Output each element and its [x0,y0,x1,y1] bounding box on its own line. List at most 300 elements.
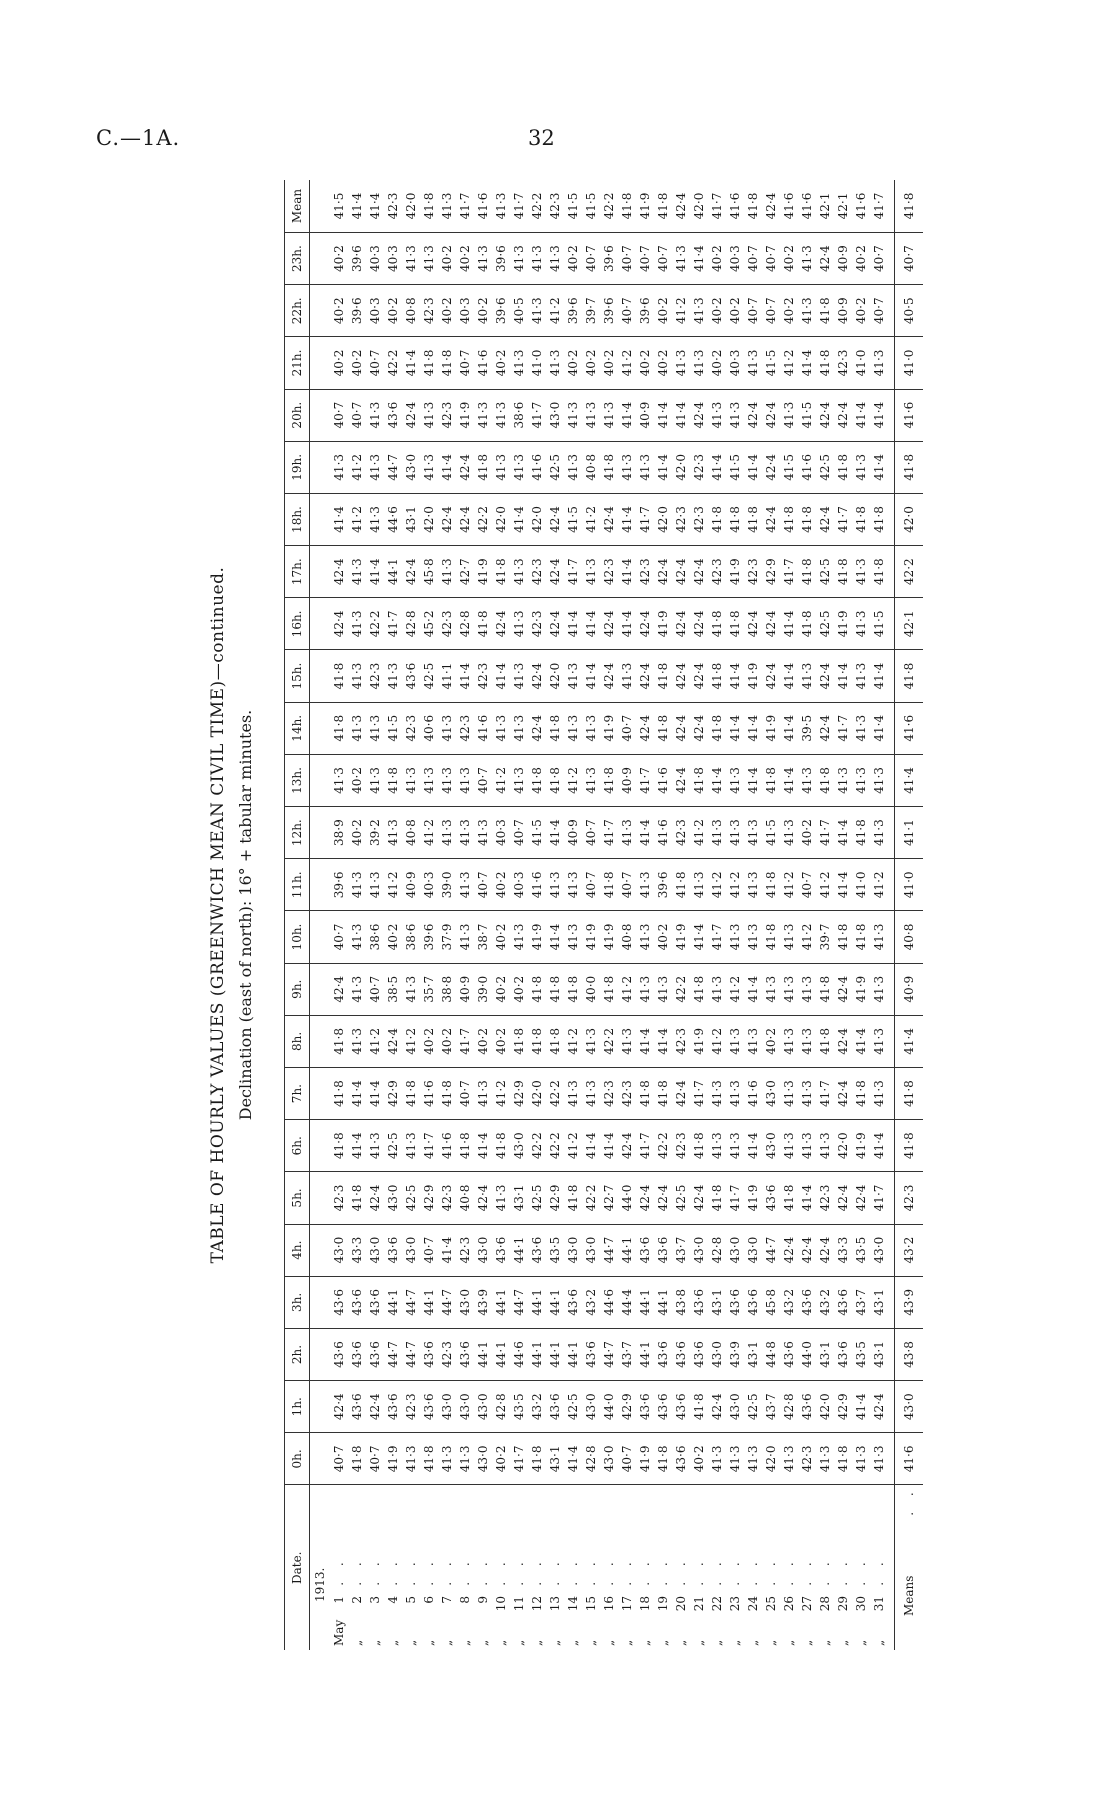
leader-dots: . . [332,1556,346,1586]
value-cell: 43·0 [564,1224,582,1276]
value-cell: 44·7 [402,1276,420,1328]
value-cell: 43·0 [402,1224,420,1276]
value-cell: 43·6 [366,1276,384,1328]
empty-cell [310,650,331,702]
value-cell: 41·3 [366,754,384,806]
value-cell: 43·6 [420,1328,438,1380]
value-cell: 41·9 [636,1433,654,1485]
value-cell: 41·3 [366,859,384,911]
value-cell: 41·8 [474,441,492,493]
value-cell: 44·7 [600,1224,618,1276]
value-cell: 44·1 [492,1328,510,1380]
value-cell: 42·4 [672,754,690,806]
hourly-values-table [284,180,923,1650]
ditto-mark: „ [566,1639,580,1646]
table-body [310,180,924,1650]
value-cell: 41·4 [492,650,510,702]
value-cell: 43·0 [582,1381,600,1433]
value-cell: 41·1 [438,650,456,702]
column-header: 0h. [285,1433,310,1485]
value-cell: 41·3 [564,702,582,754]
value-cell: 41·9 [834,598,852,650]
leader-dots: . . [422,1556,436,1586]
value-cell: 41·8 [816,1015,834,1067]
value-cell: 42·4 [816,1224,834,1276]
value-cell: 43·0 [330,1224,348,1276]
value-cell: 41·6 [474,337,492,389]
value-cell: 40·7 [762,233,780,285]
value-cell: 41·3 [564,1068,582,1120]
value-cell: 41·9 [474,546,492,598]
value-cell: 43·1 [816,1328,834,1380]
value-cell: 41·8 [438,1068,456,1120]
value-cell: 42·3 [438,1172,456,1224]
value-cell: 42·5 [384,1120,402,1172]
value-cell: 42·5 [816,546,834,598]
value-cell: 40·2 [330,337,348,389]
value-cell: 41·3 [816,1433,834,1485]
value-cell: 41·8 [852,807,870,859]
ditto-mark: „ [422,1639,436,1646]
value-cell: 42·4 [762,441,780,493]
value-cell: 41·3 [744,807,762,859]
value-cell: 41·2 [708,859,726,911]
value-cell: 41·3 [402,754,420,806]
value-cell: 43·6 [348,1328,366,1380]
value-cell: 43·2 [582,1276,600,1328]
value-cell: 43·0 [384,1172,402,1224]
value-cell: 40·2 [492,911,510,963]
value-cell: 41·6 [798,441,816,493]
value-cell: 42·4 [690,1172,708,1224]
value-cell: 41·3 [798,1068,816,1120]
table-row [852,180,870,1650]
value-cell: 41·8 [474,598,492,650]
date-cell [348,1485,366,1650]
date-column-header: Date. [285,1485,310,1650]
ditto-mark: „ [548,1639,562,1646]
value-cell: 44·6 [384,493,402,545]
mean-value-cell: 42·3 [895,1172,924,1224]
value-cell: 40·9 [618,754,636,806]
date-cell [762,1485,780,1650]
date-cell [708,1485,726,1650]
value-cell: 40·7 [618,859,636,911]
value-cell: 42·3 [834,337,852,389]
value-cell: 42·4 [708,1381,726,1433]
value-cell: 41·0 [528,337,546,389]
value-cell: 41·3 [708,389,726,441]
value-cell: 41·8 [330,1015,348,1067]
leader-dots: . . [656,1556,670,1586]
table-title-block [200,180,278,1650]
value-cell: 43·3 [834,1224,852,1276]
value-cell: 43·6 [402,650,420,702]
value-cell: 39·6 [654,859,672,911]
value-cell: 41·4 [870,650,895,702]
value-cell: 41·3 [564,650,582,702]
ditto-mark: „ [584,1639,598,1646]
value-cell: 44·1 [474,1328,492,1380]
value-cell: 43·6 [528,1224,546,1276]
value-cell: 41·5 [762,807,780,859]
value-cell: 42·3 [672,1120,690,1172]
value-cell: 43·6 [348,1276,366,1328]
value-cell: 41·8 [348,1433,366,1485]
value-cell: 41·3 [744,911,762,963]
value-cell: 38·7 [474,911,492,963]
value-cell: 43·5 [852,1224,870,1276]
value-cell: 40·2 [492,1015,510,1067]
value-cell: 42·4 [672,546,690,598]
value-cell: 40·8 [582,441,600,493]
value-cell: 41·7 [834,493,852,545]
table-row [564,180,582,1650]
value-cell: 41·4 [708,754,726,806]
value-cell: 41·3 [366,441,384,493]
value-cell: 43·0 [690,1224,708,1276]
value-cell: 41·8 [330,650,348,702]
value-cell: 44·1 [528,1328,546,1380]
value-cell: 40·9 [456,963,474,1015]
day-number: 12 [530,1596,544,1612]
value-cell: 42·5 [744,1381,762,1433]
value-cell: 41·3 [636,911,654,963]
value-cell: 41·5 [870,598,895,650]
value-cell: 41·3 [618,650,636,702]
value-cell: 41·3 [510,233,528,285]
value-cell: 42·3 [816,1172,834,1224]
empty-cell [310,1015,331,1067]
value-cell: 42·5 [420,650,438,702]
value-cell: 41·8 [834,546,852,598]
value-cell: 42·3 [402,702,420,754]
table-row [510,180,528,1650]
ditto-mark: „ [764,1639,778,1646]
value-cell: 41·5 [384,702,402,754]
value-cell: 43·6 [456,1328,474,1380]
value-cell: 40·7 [870,285,895,337]
value-cell: 43·0 [708,1328,726,1380]
value-cell: 43·6 [798,1276,816,1328]
value-cell: 41·4 [870,1120,895,1172]
ditto-mark: „ [692,1639,706,1646]
value-cell: 41·3 [564,911,582,963]
value-cell: 41·8 [510,1015,528,1067]
leader-dots: . . [836,1556,850,1586]
ditto-mark: „ [872,1639,886,1646]
day-number: 3 [368,1596,382,1604]
value-cell: 40·2 [330,233,348,285]
value-cell: 42·3 [618,1068,636,1120]
value-cell: 41·3 [546,233,564,285]
date-cell [618,1485,636,1650]
day-number: 21 [692,1596,706,1612]
value-cell: 41·3 [636,963,654,1015]
column-header: 16h. [285,598,310,650]
value-cell: 41·2 [492,754,510,806]
value-cell: 42·4 [672,650,690,702]
value-cell: 42·4 [816,493,834,545]
value-cell: 41·9 [672,911,690,963]
value-cell: 40·2 [726,285,744,337]
value-cell: 40·2 [456,233,474,285]
value-cell: 41·7 [708,911,726,963]
value-cell: 41·3 [492,1172,510,1224]
value-cell: 41·3 [348,702,366,754]
value-cell: 42·4 [672,702,690,754]
value-cell: 42·5 [546,441,564,493]
value-cell: 44·1 [384,1276,402,1328]
value-cell: 38·8 [438,963,456,1015]
value-cell: 43·0 [582,1224,600,1276]
value-cell: 41·9 [762,702,780,754]
value-cell: 41·3 [402,1120,420,1172]
value-cell: 42·8 [456,598,474,650]
value-cell: 40·9 [564,807,582,859]
value-cell: 42·4 [762,598,780,650]
value-cell: 42·4 [330,546,348,598]
value-cell: 40·3 [384,233,402,285]
value-cell: 41·8 [690,754,708,806]
value-cell: 42·3 [528,546,546,598]
value-cell: 43·0 [546,389,564,441]
leader-dots: . . [728,1556,742,1586]
value-cell: 44·8 [762,1328,780,1380]
table-row [744,180,762,1650]
value-cell: 41·3 [708,1120,726,1172]
value-cell: 41·8 [654,1068,672,1120]
row-mean-cell: 41·7 [456,180,474,233]
value-cell: 41·3 [492,702,510,754]
value-cell: 39·2 [366,807,384,859]
value-cell: 41·9 [852,963,870,1015]
value-cell: 41·3 [528,233,546,285]
value-cell: 41·3 [492,389,510,441]
row-mean-cell: 41·7 [708,180,726,233]
value-cell: 41·8 [708,650,726,702]
value-cell: 41·8 [600,963,618,1015]
row-mean-cell: 41·8 [618,180,636,233]
value-cell: 43·6 [654,1328,672,1380]
value-cell: 41·8 [798,493,816,545]
value-cell: 44·7 [438,1276,456,1328]
value-cell: 44·0 [600,1381,618,1433]
value-cell: 41·8 [402,1068,420,1120]
value-cell: 40·2 [654,337,672,389]
value-cell: 42·4 [834,963,852,1015]
value-cell: 41·3 [870,963,895,1015]
value-cell: 41·2 [780,337,798,389]
value-cell: 41·3 [420,441,438,493]
value-cell: 41·3 [672,233,690,285]
mean-value-cell: 42·0 [895,493,924,545]
value-cell: 39·6 [600,285,618,337]
mean-value-cell: 42·1 [895,598,924,650]
value-cell: 42·4 [456,493,474,545]
value-cell: 42·8 [582,1433,600,1485]
day-number: 30 [854,1596,868,1612]
value-cell: 43·2 [528,1381,546,1433]
leader-dots: . . [494,1556,508,1586]
value-cell: 42·3 [690,493,708,545]
value-cell: 42·4 [672,1068,690,1120]
value-cell: 43·1 [402,493,420,545]
day-number: 8 [458,1596,472,1604]
value-cell: 44·1 [420,1276,438,1328]
value-cell: 43·8 [672,1276,690,1328]
value-cell: 41·8 [636,1068,654,1120]
value-cell: 41·3 [600,389,618,441]
value-cell: 41·3 [708,963,726,1015]
value-cell: 41·7 [726,1172,744,1224]
value-cell: 41·4 [744,963,762,1015]
value-cell: 41·3 [474,233,492,285]
value-cell: 43·6 [384,389,402,441]
row-mean-cell: 41·8 [654,180,672,233]
value-cell: 41·7 [420,1120,438,1172]
value-cell: 41·9 [654,598,672,650]
value-cell: 41·8 [528,754,546,806]
date-cell [492,1485,510,1650]
value-cell: 41·4 [366,1068,384,1120]
table-header-row [285,180,310,1650]
value-cell: 41·4 [600,1120,618,1172]
value-cell: 41·8 [546,754,564,806]
date-cell [384,1485,402,1650]
value-cell: 44·1 [492,1276,510,1328]
date-cell [870,1485,895,1650]
value-cell: 41·3 [852,598,870,650]
table-row [420,180,438,1650]
date-cell [852,1485,870,1650]
value-cell: 44·1 [618,1224,636,1276]
value-cell: 42·4 [798,1224,816,1276]
value-cell: 41·4 [690,911,708,963]
day-number: 7 [440,1596,454,1604]
value-cell: 40·0 [582,963,600,1015]
means-label-cell [895,1485,924,1650]
ditto-mark: „ [854,1639,868,1646]
day-number: 24 [746,1596,760,1612]
value-cell: 41·3 [348,859,366,911]
value-cell: 40·2 [474,1015,492,1067]
value-cell: 41·4 [348,1120,366,1172]
row-mean-cell: 41·9 [636,180,654,233]
value-cell: 41·8 [834,1433,852,1485]
value-cell: 41·9 [744,1172,762,1224]
value-cell: 42·4 [600,598,618,650]
table-row [528,180,546,1650]
table-row [726,180,744,1650]
leader-dots: . . [548,1556,562,1586]
value-cell: 41·4 [564,598,582,650]
row-mean-cell: 41·6 [852,180,870,233]
value-cell: 41·4 [474,1120,492,1172]
ditto-mark: „ [368,1639,382,1646]
value-cell: 41·8 [870,493,895,545]
value-cell: 41·4 [618,546,636,598]
value-cell: 41·8 [600,754,618,806]
value-cell: 41·6 [744,1068,762,1120]
value-cell: 40·2 [636,337,654,389]
value-cell: 43·0 [402,441,420,493]
value-cell: 40·7 [474,859,492,911]
mean-value-cell: 43·8 [895,1328,924,1380]
leader-dots: . . [602,1556,616,1586]
value-cell: 43·0 [456,1276,474,1328]
leader-dots: . . [818,1556,832,1586]
year-row [310,180,331,1650]
date-cell [366,1485,384,1650]
value-cell: 40·7 [654,233,672,285]
value-cell: 41·8 [330,702,348,754]
empty-cell [310,754,331,806]
date-cell [330,1485,348,1650]
value-cell: 41·8 [762,911,780,963]
value-cell: 40·7 [348,389,366,441]
value-cell: 44·1 [528,1276,546,1328]
date-cell [654,1485,672,1650]
value-cell: 41·8 [654,1433,672,1485]
day-number: 2 [350,1596,364,1604]
table-row [600,180,618,1650]
value-cell: 42·5 [564,1381,582,1433]
value-cell: 42·4 [366,1172,384,1224]
value-cell: 43·1 [510,1172,528,1224]
date-cell [474,1485,492,1650]
value-cell: 42·3 [600,546,618,598]
ditto-mark: „ [836,1639,850,1646]
day-number: 1 [332,1596,346,1604]
value-cell: 42·0 [654,493,672,545]
value-cell: 42·4 [816,702,834,754]
value-cell: 41·6 [474,702,492,754]
value-cell: 41·8 [816,754,834,806]
value-cell: 40·2 [780,233,798,285]
value-cell: 41·7 [510,1433,528,1485]
value-cell: 41·7 [384,598,402,650]
value-cell: 40·2 [438,1015,456,1067]
value-cell: 42·7 [456,546,474,598]
value-cell: 40·3 [366,285,384,337]
empty-cell [310,807,331,859]
row-mean-cell: 42·0 [402,180,420,233]
value-cell: 44·7 [402,1328,420,1380]
value-cell: 41·2 [690,807,708,859]
value-cell: 42·4 [816,233,834,285]
value-cell: 43·7 [672,1224,690,1276]
value-cell: 41·8 [456,1120,474,1172]
value-cell: 41·3 [708,1068,726,1120]
value-cell: 40·7 [456,1068,474,1120]
column-header: 15h. [285,650,310,702]
value-cell: 43·6 [384,1224,402,1276]
value-cell: 42·4 [834,1068,852,1120]
month-label: May [332,1619,346,1646]
value-cell: 41·4 [582,598,600,650]
date-cell [672,1485,690,1650]
value-cell: 41·3 [348,963,366,1015]
value-cell: 42·4 [546,546,564,598]
value-cell: 41·2 [564,1015,582,1067]
value-cell: 43·6 [420,1381,438,1433]
value-cell: 41·4 [366,546,384,598]
value-cell: 41·3 [726,389,744,441]
value-cell: 41·4 [852,389,870,441]
value-cell: 38·9 [330,807,348,859]
value-cell: 40·2 [654,911,672,963]
